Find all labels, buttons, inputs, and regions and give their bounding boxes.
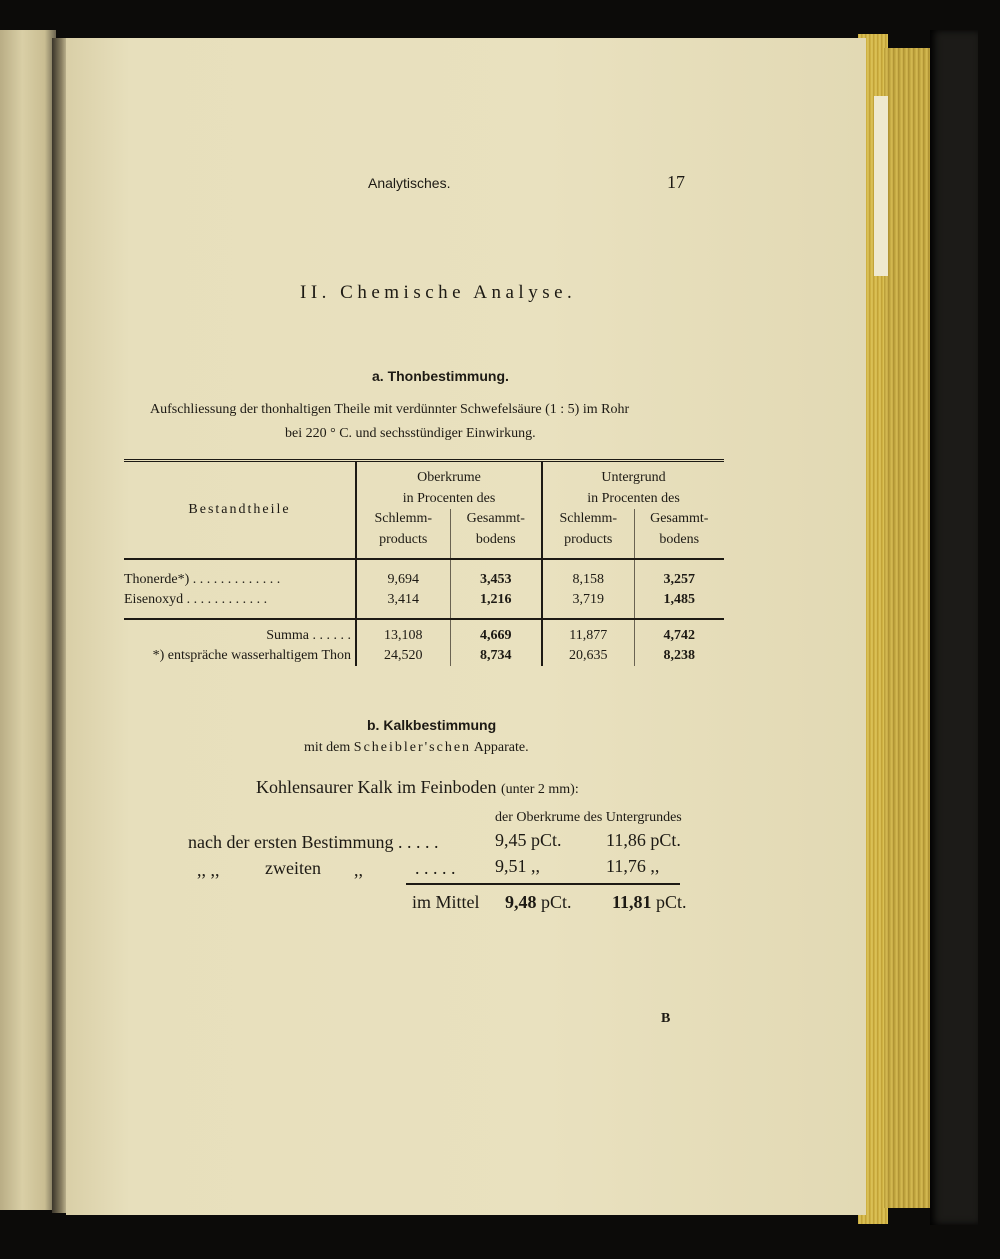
cell-value: 4,669 [450, 626, 542, 646]
col-untergrund-procenten: in Procenten des [587, 490, 680, 506]
book-cover [930, 30, 978, 1225]
row-label: Eisenoxyd . . . . . . . . . . . . [124, 590, 356, 619]
paper-marker [874, 96, 888, 276]
col-bestandtheile: Bestandtheile [124, 461, 356, 560]
cell-value: 3,414 [356, 590, 450, 619]
cell-value: 20,635 [542, 646, 634, 666]
left-page-edge [0, 30, 56, 1210]
cell-value: 3,719 [542, 590, 634, 619]
kalk-heading: b. Kalkbestimmung [367, 717, 497, 733]
kalk-row1-label: nach der ersten Bestimmung . . . . . [188, 832, 439, 852]
kalk-row2-ob: 9,51 ,, [495, 856, 540, 876]
kalk-row2-ditto2: ,, [354, 860, 363, 880]
kalk-subheading: mit dem Scheibler'schen Apparate. [304, 740, 529, 755]
page-number: 17 [667, 172, 685, 192]
cell-value: 4,742 [663, 628, 695, 643]
col-oberkrume-procenten: in Procenten des [356, 489, 542, 509]
col-untergrund: Untergrund [601, 470, 666, 486]
kalk-row2-word: zweiten [265, 858, 321, 878]
kalk-row1-ob: 9,45 pCt. [495, 830, 562, 850]
cell-value: 1,216 [450, 590, 542, 619]
kalk-row2-ditto: ,, ,, [197, 860, 220, 880]
cell-value: 11,877 [542, 626, 634, 646]
col-ug-products: products [542, 529, 634, 559]
cell-value: 9,694 [356, 570, 450, 590]
kalk-row1-ug: 11,86 pCt. [606, 830, 681, 850]
kalk-row2-dots: . . . . . [415, 858, 456, 878]
kalk-column-labels: der Oberkrume des Untergrundes [495, 810, 682, 825]
col-ob-products: products [356, 529, 450, 559]
cell-value: 8,734 [450, 646, 542, 666]
kalk-title: Kohlensaurer Kalk im Feinboden (unter 2 mm): [256, 777, 579, 797]
cell-value: 8,158 [542, 570, 634, 590]
thon-table [124, 459, 724, 666]
kalk-mittel-ob: 9,48 pCt. [505, 892, 572, 912]
table-row [124, 590, 724, 619]
cell-value: 3,453 [450, 570, 542, 590]
kalk-mittel-ug: 11,81 pCt. [612, 892, 687, 912]
sum-rule [406, 883, 680, 885]
table-row [124, 646, 724, 666]
kalk-mittel-label: im Mittel [412, 892, 480, 912]
cell-value: 8,238 [663, 648, 695, 663]
col-ob-schlemm: Schlemm- [356, 509, 450, 529]
cell-value: 13,108 [356, 626, 450, 646]
cell-value: 1,485 [663, 592, 695, 607]
thon-heading: a. Thonbestimmung. [372, 368, 509, 384]
thon-intro-line2: bei 220 ° C. und sechsstündiger Einwirkung. [285, 426, 536, 441]
cell-value: 24,520 [356, 646, 450, 666]
col-ug-gesammt: Gesammt- [650, 511, 709, 527]
col-oberkrume: Oberkrume [356, 461, 542, 489]
section-title: II. Chemische Analyse. [300, 282, 577, 303]
row-label: *) entspräche wasserhaltigem Thon [124, 646, 356, 666]
col-ob-gesammt: Gesammt- [450, 509, 542, 529]
thon-intro-line1: Aufschliessung der thonhaltigen Theile mit verdünnter Schwefelsäure (1 : 5) im Rohr [150, 402, 630, 417]
running-title: Analytisches. [368, 175, 451, 191]
table-row [124, 570, 724, 590]
col-ug-schlemm: Schlemm- [542, 509, 634, 529]
row-label: Thonerde*) . . . . . . . . . . . . . [124, 570, 356, 590]
table-row [124, 626, 724, 646]
cell-value: 3,257 [663, 572, 695, 587]
col-ug-bodens: bodens [659, 531, 700, 547]
signature-mark: B [661, 1011, 671, 1026]
col-ob-bodens: bodens [450, 529, 542, 559]
row-label: Summa . . . . . . [124, 626, 356, 646]
kalk-row2-ug: 11,76 ,, [606, 856, 660, 876]
